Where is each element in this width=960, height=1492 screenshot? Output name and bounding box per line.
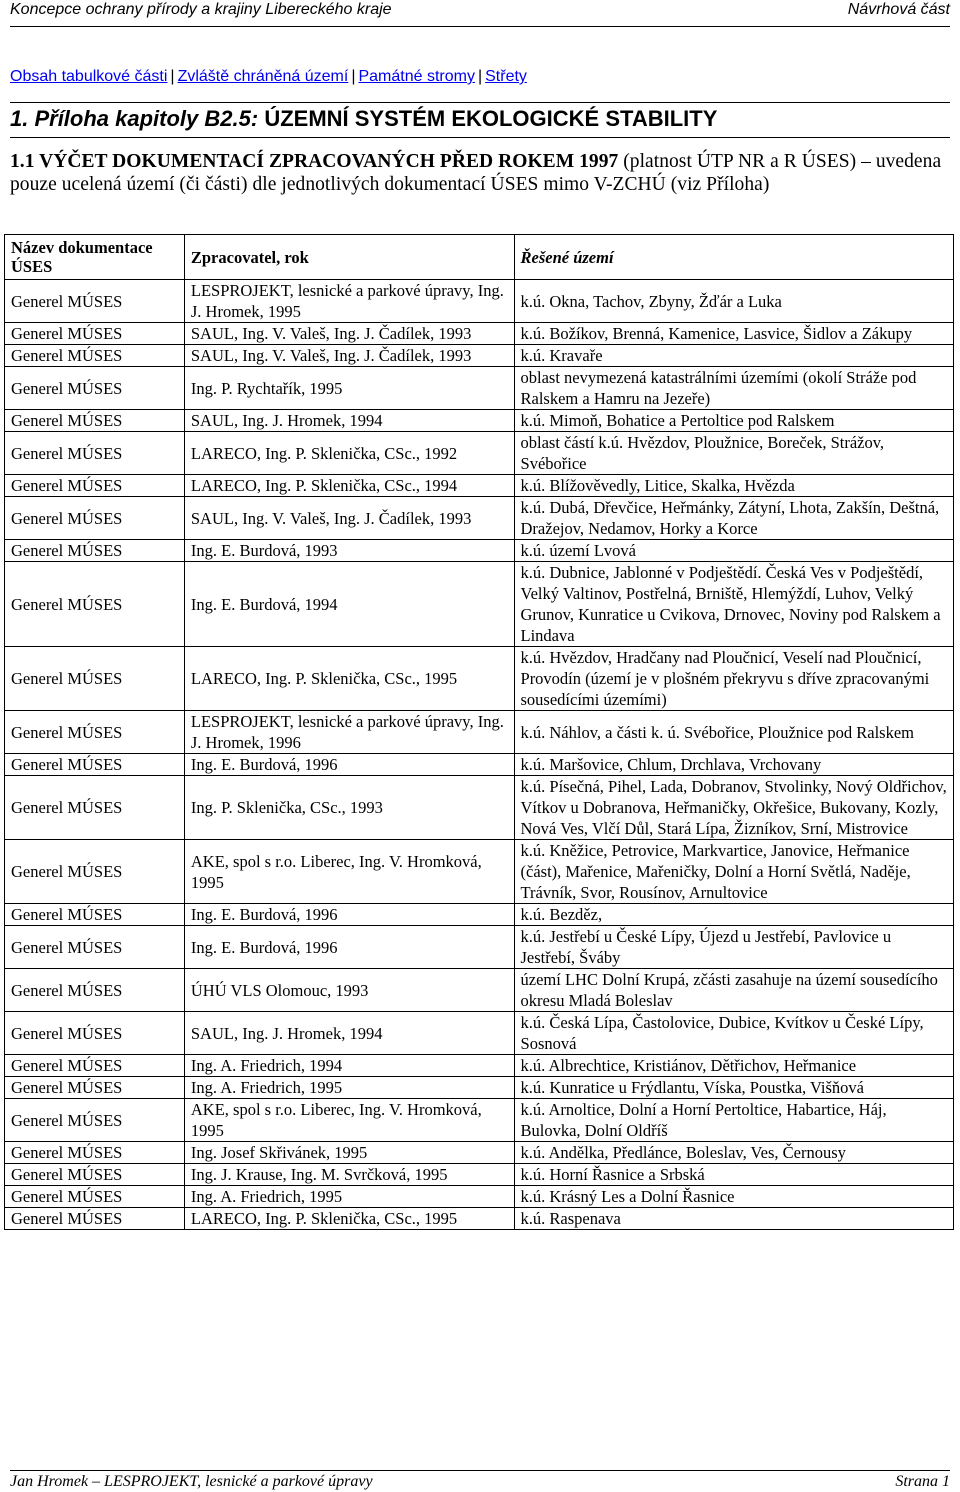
cell-area: k.ú. Dubnice, Jablonné v Podještědí. Česká Ves v Podještědí, Velký Valtinov, Postřelná, Brniště, Hlemýždí, Luhov, Velký Grunov, Kunratice u Cvikova, Drnovec, Noviny pod Ralskem a Lindava [514,562,953,647]
intro-text: (platnost ÚTP NR a R ÚSES) – uvedena pouze ucelená území (či části) dle jednotlivých dokumentací ÚSES mimo V-ZCHÚ (viz Příloha) [10,151,942,195]
cell-document-name: Generel MÚSES [5,562,185,647]
cell-processor-year: LARECO, Ing. P. Sklenička, CSc., 1992 [184,432,514,475]
table-row [5,647,954,711]
cell-document-name: Generel MÚSES [5,840,185,904]
cell-area: k.ú. Mimoň, Bohatice a Pertoltice pod Ralskem [514,410,953,432]
cell-document-name: Generel MÚSES [5,1164,185,1186]
column-header-processor: Zpracovatel, rok [184,235,514,280]
cell-document-name: Generel MÚSES [5,432,185,475]
cell-area: k.ú. Horní Řasnice a Srbská [514,1164,953,1186]
cell-document-name: Generel MÚSES [5,926,185,969]
cell-document-name: Generel MÚSES [5,540,185,562]
cell-document-name: Generel MÚSES [5,475,185,497]
cell-area: k.ú. Česká Lípa, Častolovice, Dubice, Kvítkov u České Lípy, Sosnová [514,1012,953,1055]
section-title-main: ÚZEMNÍ SYSTÉM EKOLOGICKÉ STABILITY [264,106,718,131]
cell-processor-year: Ing. P. Sklenička, CSc., 1993 [184,776,514,840]
header-rule [10,26,950,27]
table-row [5,711,954,754]
cell-area: oblast nevymezená katastrálními územími (okolí Stráže pod Ralskem a Hamru na Jezeře) [514,367,953,410]
section-title-prefix: 1. Příloha kapitoly B2.5: [10,106,259,131]
cell-area: k.ú. Jestřebí u České Lípy, Újezd u Jestřebí, Pavlovice u Jestřebí, Šváby [514,926,953,969]
cell-document-name: Generel MÚSES [5,345,185,367]
cell-processor-year: Ing. E. Burdová, 1993 [184,540,514,562]
cell-area: k.ú. Kněžice, Petrovice, Markvartice, Janovice, Heřmanice (část), Mařenice, Mařeničky, Dolní a Horní Světlá, Naděje, Trávník, Svor, Rousínov, Arnultovice [514,840,953,904]
table-row [5,323,954,345]
table-row [5,475,954,497]
cell-document-name: Generel MÚSES [5,1077,185,1099]
cell-document-name: Generel MÚSES [5,1186,185,1208]
cell-processor-year: SAUL, Ing. V. Valeš, Ing. J. Čadílek, 1993 [184,345,514,367]
cell-document-name: Generel MÚSES [5,1208,185,1230]
cell-area: k.ú. Krásný Les a Dolní Řasnice [514,1186,953,1208]
cell-document-name: Generel MÚSES [5,323,185,345]
cell-processor-year: LARECO, Ing. P. Sklenička, CSc., 1995 [184,1208,514,1230]
cell-document-name: Generel MÚSES [5,711,185,754]
cell-area: k.ú. Andělka, Předlánce, Boleslav, Ves, Černousy [514,1142,953,1164]
table-body [5,280,954,1230]
page-header [10,0,950,24]
table-row [5,1012,954,1055]
cell-area: k.ú. Hvězdov, Hradčany nad Ploučnicí, Veselí nad Ploučnicí, Provodín (území je v plošném překryvu s dříve zpracovanými sousedícími územími) [514,647,953,711]
cell-document-name: Generel MÚSES [5,1012,185,1055]
table-row [5,969,954,1012]
cell-processor-year: ÚHÚ VLS Olomouc, 1993 [184,969,514,1012]
cell-processor-year: Ing. J. Krause, Ing. M. Svrčková, 1995 [184,1164,514,1186]
table-row [5,1099,954,1142]
table-row [5,562,954,647]
header-section-name: Návrhová část [847,1,950,18]
cell-processor-year: LARECO, Ing. P. Sklenička, CSc., 1995 [184,647,514,711]
table-row [5,497,954,540]
cell-processor-year: SAUL, Ing. J. Hromek, 1994 [184,1012,514,1055]
table-row [5,904,954,926]
cell-processor-year: Ing. P. Rychtařík, 1995 [184,367,514,410]
table-row [5,1208,954,1230]
table-row [5,1186,954,1208]
cell-area: k.ú. Dubá, Dřevčice, Heřmánky, Zátyní, Lhota, Zakšín, Deštná, Dražejov, Nedamov, Horky a Korce [514,497,953,540]
cell-document-name: Generel MÚSES [5,1055,185,1077]
cell-processor-year: Ing. A. Friedrich, 1995 [184,1186,514,1208]
cell-area: k.ú. území Lvová [514,540,953,562]
cell-processor-year: LESPROJEKT, lesnické a parkové úpravy, Ing. J. Hromek, 1995 [184,280,514,323]
cell-processor-year: LARECO, Ing. P. Sklenička, CSc., 1994 [184,475,514,497]
table-header-row [5,235,954,280]
cell-area: k.ú. Blížověvedly, Litice, Skalka, Hvězda [514,475,953,497]
cell-area: k.ú. Božíkov, Brenná, Kamenice, Lasvice, Šidlov a Zákupy [514,323,953,345]
cell-area: k.ú. Kravaře [514,345,953,367]
column-header-area: Řešené území [514,235,953,280]
cell-processor-year: AKE, spol s r.o. Liberec, Ing. V. Hromková, 1995 [184,1099,514,1142]
cell-area: k.ú. Arnoltice, Dolní a Horní Pertoltice, Habartice, Háj, Bulovka, Dolní Oldříš [514,1099,953,1142]
cell-area: k.ú. Okna, Tachov, Zbyny, Žďár a Luka [514,280,953,323]
cell-document-name: Generel MÚSES [5,754,185,776]
header-document-title: Koncepce ochrany přírody a krajiny Libereckého kraje [10,1,392,18]
table-row [5,432,954,475]
footer-page-number: Strana 1 [895,1473,950,1490]
table-row [5,540,954,562]
cell-document-name: Generel MÚSES [5,776,185,840]
cell-document-name: Generel MÚSES [5,647,185,711]
link-protected-areas[interactable]: Zvláště chráněná území [177,68,349,85]
cell-document-name: Generel MÚSES [5,280,185,323]
table-row [5,280,954,323]
cell-area: území LHC Dolní Krupá, zčásti zasahuje na území sousedícího okresu Mladá Boleslav [514,969,953,1012]
intro-heading: 1.1 VÝČET DOKUMENTACÍ ZPRACOVANÝCH PŘED ROKEM 1997 [10,151,619,172]
cell-processor-year: SAUL, Ing. J. Hromek, 1994 [184,410,514,432]
cell-area: k.ú. Maršovice, Chlum, Drchlava, Vrchovany [514,754,953,776]
cell-processor-year: SAUL, Ing. V. Valeš, Ing. J. Čadílek, 1993 [184,497,514,540]
cell-document-name: Generel MÚSES [5,969,185,1012]
table-row [5,840,954,904]
cell-document-name: Generel MÚSES [5,367,185,410]
nav-links: Obsah tabulkové části | Zvláště chráněná území | Památné stromy | Střety [10,68,527,85]
cell-processor-year: Ing. A. Friedrich, 1995 [184,1077,514,1099]
table-row [5,345,954,367]
cell-area: k.ú. Bezděz, [514,904,953,926]
cell-document-name: Generel MÚSES [5,1099,185,1142]
cell-processor-year: Ing. E. Burdová, 1996 [184,904,514,926]
cell-processor-year: AKE, spol s r.o. Liberec, Ing. V. Hromková, 1995 [184,840,514,904]
table-row [5,926,954,969]
table-row [5,754,954,776]
link-table-contents[interactable]: Obsah tabulkové části [10,68,168,85]
cell-document-name: Generel MÚSES [5,410,185,432]
cell-area: k.ú. Písečná, Pihel, Lada, Dobranov, Stvolinky, Nový Oldřichov, Vítkov u Dobranova, Heřmaničky, Okřešice, Bukovany, Kozly, Nová Ves, Vlčí Důl, Stará Lípa, Žizníkov, Srní, Mistrovice [514,776,953,840]
section-title [10,102,950,138]
cell-processor-year: Ing. Josef Skřivánek, 1995 [184,1142,514,1164]
table-row [5,776,954,840]
link-conflicts[interactable]: Střety [485,68,527,85]
link-memorable-trees[interactable]: Památné stromy [358,68,475,85]
cell-document-name: Generel MÚSES [5,904,185,926]
table-row [5,1055,954,1077]
cell-document-name: Generel MÚSES [5,497,185,540]
cell-processor-year: Ing. A. Friedrich, 1994 [184,1055,514,1077]
intro-paragraph [10,150,952,196]
table-row [5,410,954,432]
cell-area: k.ú. Kunratice u Frýdlantu, Víska, Poustka, Višňová [514,1077,953,1099]
cell-area: k.ú. Albrechtice, Kristiánov, Dětřichov, Heřmanice [514,1055,953,1077]
table-row [5,1164,954,1186]
footer-author: Jan Hromek – LESPROJEKT, lesnické a parkové úpravy [10,1473,373,1490]
cell-area: k.ú. Náhlov, a části k. ú. Svébořice, Ploužnice pod Ralskem [514,711,953,754]
cell-processor-year: Ing. E. Burdová, 1996 [184,754,514,776]
cell-document-name: Generel MÚSES [5,1142,185,1164]
cell-area: oblast částí k.ú. Hvězdov, Ploužnice, Boreček, Strážov, Svébořice [514,432,953,475]
cell-processor-year: LESPROJEKT, lesnické a parkové úpravy, Ing. J. Hromek, 1996 [184,711,514,754]
cell-area: k.ú. Raspenava [514,1208,953,1230]
page-footer [10,1470,950,1491]
cell-processor-year: Ing. E. Burdová, 1996 [184,926,514,969]
table-row [5,1077,954,1099]
column-header-name: Název dokumentace ÚSES [5,235,185,280]
table-row [5,367,954,410]
documentation-table [4,234,954,1230]
cell-processor-year: Ing. E. Burdová, 1994 [184,562,514,647]
table-row [5,1142,954,1164]
cell-processor-year: SAUL, Ing. V. Valeš, Ing. J. Čadílek, 1993 [184,323,514,345]
